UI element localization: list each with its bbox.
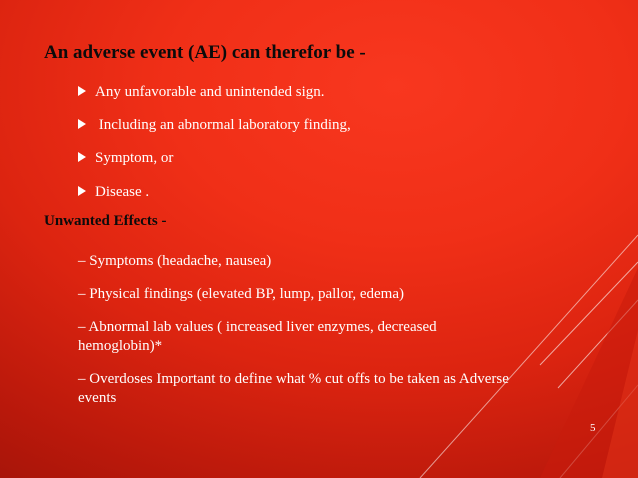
triangle-right-icon — [78, 86, 86, 96]
page-number: 5 — [590, 422, 596, 434]
effect-item: – Overdoses Important to define what % cut offs to be taken as Adverse events — [78, 371, 509, 406]
triangle-right-icon — [78, 119, 86, 129]
effect-item: – Symptoms (headache, nausea) — [78, 253, 272, 269]
bullet-item — [78, 84, 325, 101]
triangle-right-icon — [78, 152, 86, 162]
triangle-right-icon — [78, 186, 86, 196]
section-subheading: Unwanted Effects - — [44, 213, 167, 229]
effect-item: – Physical findings (elevated BP, lump, pallor, edema) — [78, 286, 405, 302]
bullet-item — [78, 184, 149, 201]
slide-title: An adverse event (AE) can therefor be - — [44, 42, 366, 63]
bullet-text: Symptom, or — [95, 150, 174, 166]
bullet-item — [78, 117, 351, 134]
effect-item: – Abnormal lab values ( increased liver enzymes, decreased hemoglobin)* — [78, 319, 437, 354]
bullet-item — [78, 150, 173, 167]
bullet-text: Disease . — [95, 184, 150, 200]
bullet-text: Any unfavorable and unintended sign. — [95, 84, 325, 100]
bullet-text: Including an abnormal laboratory finding, — [95, 117, 351, 133]
